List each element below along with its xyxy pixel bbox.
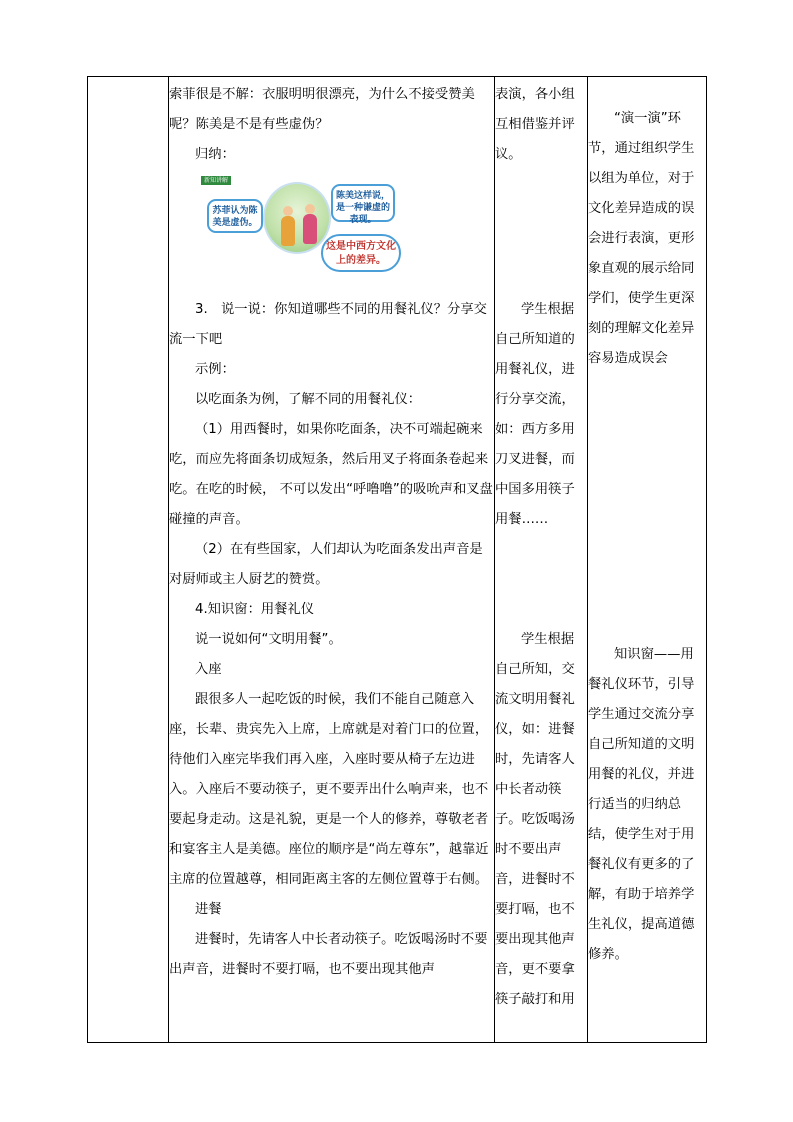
example-western: （1）用西餐时，如果你吃面条，决不可端起碗来吃，而应先将面条切成短条，然后用叉子将面条卷起来吃。在吃的时候， 不可以发出“呼噜噜”的吸吮声和叉盘碰撞的声音。 [169, 422, 493, 527]
lesson-table [87, 76, 707, 1043]
example-other-countries: （2）在有些国家，人们却认为吃面条发出声音是对厨师或主人厨艺的赞赏。 [169, 542, 483, 587]
item-4-prompt: 说一说如何“文明用餐”。 [195, 632, 342, 647]
girl-body [303, 214, 317, 244]
girl-head [283, 206, 293, 216]
culture-difference-illustration [199, 174, 399, 282]
speech-bubble-chenmei: 陈美这样说，是一种谦虚的表现。 [331, 184, 395, 222]
speech-bubble-sophie: 苏菲认为陈美是虚伪。 [207, 199, 263, 233]
item-3-question: 3. 说一说：你知道哪些不同的用餐礼仪？分享交流一下吧 [169, 302, 487, 347]
item-4-title: 4.知识窗：用餐礼仪 [195, 602, 315, 617]
design-intent-2: 知识窗——用餐礼仪环节，引导学生通过交流分享自己所知道的文明用餐的礼仪，并进行适当的归纳总结，使学生对于用餐礼仪有更多的了解，有助于培养学生礼仪，提高道德修养。 [588, 647, 695, 962]
example-intro: 以吃面条为例，了解不同的用餐礼仪： [195, 392, 422, 407]
design-intent-column [588, 77, 706, 1042]
dining-text: 进餐时，先请客人中长者动筷子。吃饭喝汤时不要出声音，进餐时不要打嗝，也不要出现其他声 [169, 932, 488, 977]
summary-label: 归纳： [195, 147, 235, 162]
stage-column [88, 77, 168, 1042]
two-girls-picture [263, 182, 331, 254]
girl-head [305, 204, 315, 214]
seating-text: 跟很多人一起吃饭的时候，我们不能自己随意入座，长辈、贵宾先入上席，上席就是对着门口的位置，待他们入座完毕我们再入座，入座时要从椅子左边进入。入座后不要动筷子，更不要弄出什么响声来，也不要起身走动。这是礼貌，更是一个人的修养，尊敬老者和宴客主人是美德。座位的顺序是“尚左尊东”，越靠近主席的位置越尊，相同距离主客的左侧位置尊于右侧。 [169, 692, 489, 887]
paragraph-sophie-question: 索菲很是不解：衣服明明很漂亮，为什么不接受赞美呢？陈美是不是有些虚伪？ [169, 87, 475, 132]
student-activity-column [495, 77, 587, 1042]
example-label: 示例： [195, 362, 235, 377]
student-activity-3: 学生根据自己所知，交流文明用餐礼仪，如：进餐时，先请客人中长者动筷子。吃饭喝汤时不要出声音，进餐时不要打嗝，也不要出现其他声音，更不要拿筷子敲打和用 [495, 632, 575, 1007]
girl-body [281, 216, 295, 246]
conclusion-cloud: 这是中西方文化上的差异。 [321, 234, 401, 272]
design-intent-1: “演一演”环节，通过组织学生以组为单位，对于文化差异造成的误会进行表演，更形象直观的展示给同学们，使学生更深刻的理解文化差异容易造成误会 [588, 111, 695, 366]
seating-title: 入座 [195, 662, 222, 677]
illustration-tag: 新知讲解 [201, 176, 231, 185]
dining-title: 进餐 [195, 902, 222, 917]
teaching-content-column [169, 77, 494, 1042]
student-activity-1: 表演，各小组互相借鉴并评议。 [495, 87, 575, 162]
student-activity-2: 学生根据自己所知道的用餐礼仪，进行分享交流，如：西方多用刀叉进餐，而中国多用筷子用餐…… [495, 302, 575, 527]
